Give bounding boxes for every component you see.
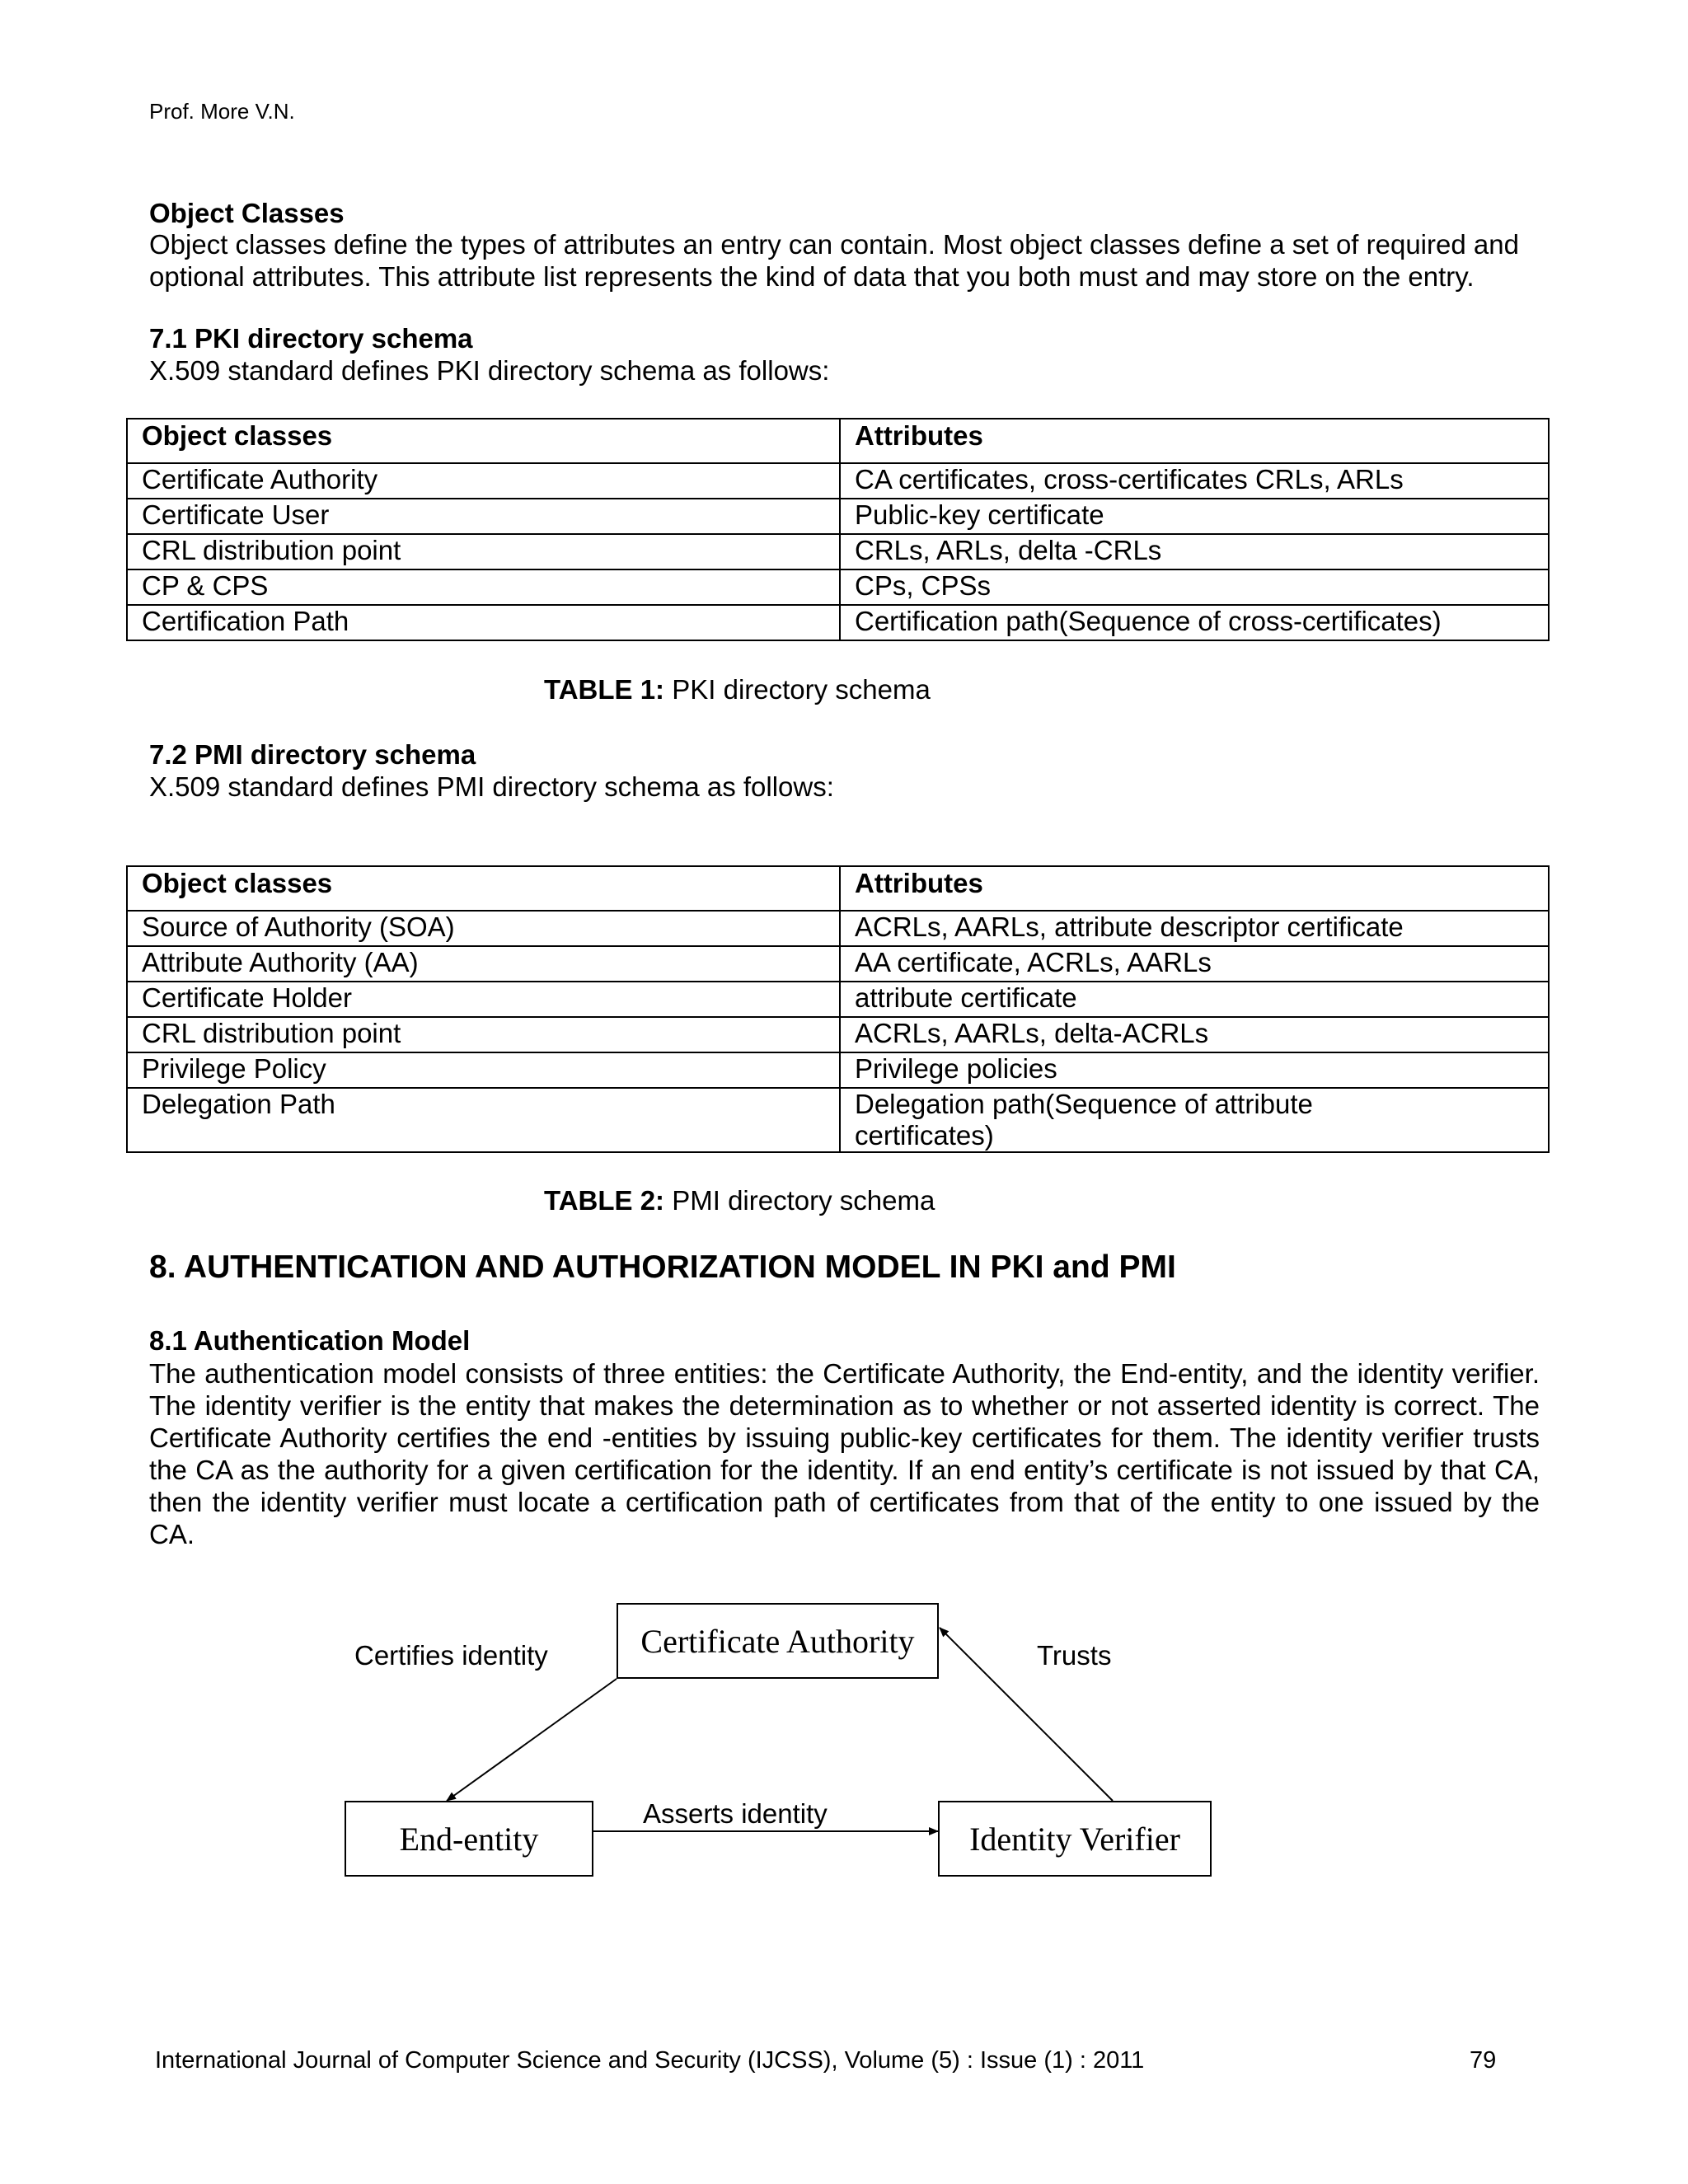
table-cell: Source of Authority (SOA) [127, 911, 840, 946]
page-header-author: Prof. More V.N. [149, 99, 295, 124]
table-cell: Privilege Policy [127, 1052, 840, 1088]
table-header-cell: Object classes [127, 866, 840, 911]
table-cell: Attribute Authority (AA) [127, 946, 840, 982]
table-cell: Certificate Holder [127, 982, 840, 1017]
table-cell: CRL distribution point [127, 1017, 840, 1052]
caption-label: TABLE 2: [544, 1185, 665, 1216]
page-number: 79 [1470, 2047, 1497, 2074]
table-cell: Certification path(Sequence of cross-certificates) [840, 605, 1549, 640]
table-cell: Delegation path(Sequence of attribute certificates) [840, 1088, 1549, 1152]
pmi-schema-title: 7.2 PMI directory schema [149, 739, 476, 770]
table-cell: ACRLs, AARLs, delta-ACRLs [840, 1017, 1549, 1052]
footer-journal: International Journal of Computer Science and Security (IJCSS), Volume (5) : Issue (1) : 2011 [155, 2047, 1145, 2074]
table-cell: CRLs, ARLs, delta -CRLs [840, 534, 1549, 569]
trusts-label: Trusts [1037, 1640, 1112, 1671]
identity-verifier-label: Identity Verifier [969, 1820, 1180, 1858]
certifies-arrow [447, 1679, 617, 1801]
certifies-identity-label: Certifies identity [354, 1640, 548, 1671]
table-cell: Certification Path [127, 605, 840, 640]
table-cell: CP & CPS [127, 569, 840, 605]
table-cell: Privilege policies [840, 1052, 1549, 1088]
asserts-identity-label: Asserts identity [643, 1798, 828, 1829]
object-classes-text: Object classes define the types of attributes an entry can contain. Most object classes define a set of required and optional attributes. This attribute list represents the kind of data that you both must and may store on the entry. [149, 229, 1519, 292]
authentication-model-title: 8.1 Authentication Model [149, 1325, 471, 1356]
end-entity-label: End-entity [399, 1820, 539, 1858]
table-header-cell: Attributes [840, 419, 1549, 463]
object-classes-title: Object Classes [149, 198, 345, 228]
caption-label: TABLE 1: [544, 674, 665, 705]
certificate-authority-label: Certificate Authority [640, 1622, 915, 1660]
table-cell: Certificate Authority [127, 463, 840, 499]
table-cell: Certificate User [127, 499, 840, 534]
table-header-cell: Attributes [840, 866, 1549, 911]
caption-text: PKI directory schema [672, 674, 931, 705]
table-cell: CA certificates, cross-certificates CRLs, ARLs [840, 463, 1549, 499]
authentication-model-text: The authentication model consists of three entities: the Certificate Authority, the End-entity, and the identity verifier. The identity verifier is the entity that makes the determination as to whether or not asserted identity is correct. The Certificate Authority certifies the end -entities by issuing public-key certificates for them. The identity verifier trusts the CA as the authority for a given certification for the identity. If an end entity’s certificate is not issued by that CA, then the identity verifier must locate a certification path of certificates from that of the entity to one issued by the CA. [149, 1358, 1540, 1549]
caption-text: PMI directory schema [672, 1185, 935, 1216]
table-header-cell: Object classes [127, 419, 840, 463]
pki-schema-title: 7.1 PKI directory schema [149, 323, 473, 354]
table-cell: CPs, CPSs [840, 569, 1549, 605]
table-cell: ACRLs, AARLs, attribute descriptor certificate [840, 911, 1549, 946]
pki-schema-intro: X.509 standard defines PKI directory schema as follows: [149, 355, 830, 386]
table-cell: Public-key certificate [840, 499, 1549, 534]
pmi-schema-intro: X.509 standard defines PMI directory schema as follows: [149, 771, 834, 802]
section-8-title: 8. AUTHENTICATION AND AUTHORIZATION MODEL IN PKI and PMI [149, 1249, 1176, 1285]
table-cell: CRL distribution point [127, 534, 840, 569]
table-cell: attribute certificate [840, 982, 1549, 1017]
table-cell: AA certificate, ACRLs, AARLs [840, 946, 1549, 982]
table-cell: Delegation Path [127, 1088, 840, 1152]
